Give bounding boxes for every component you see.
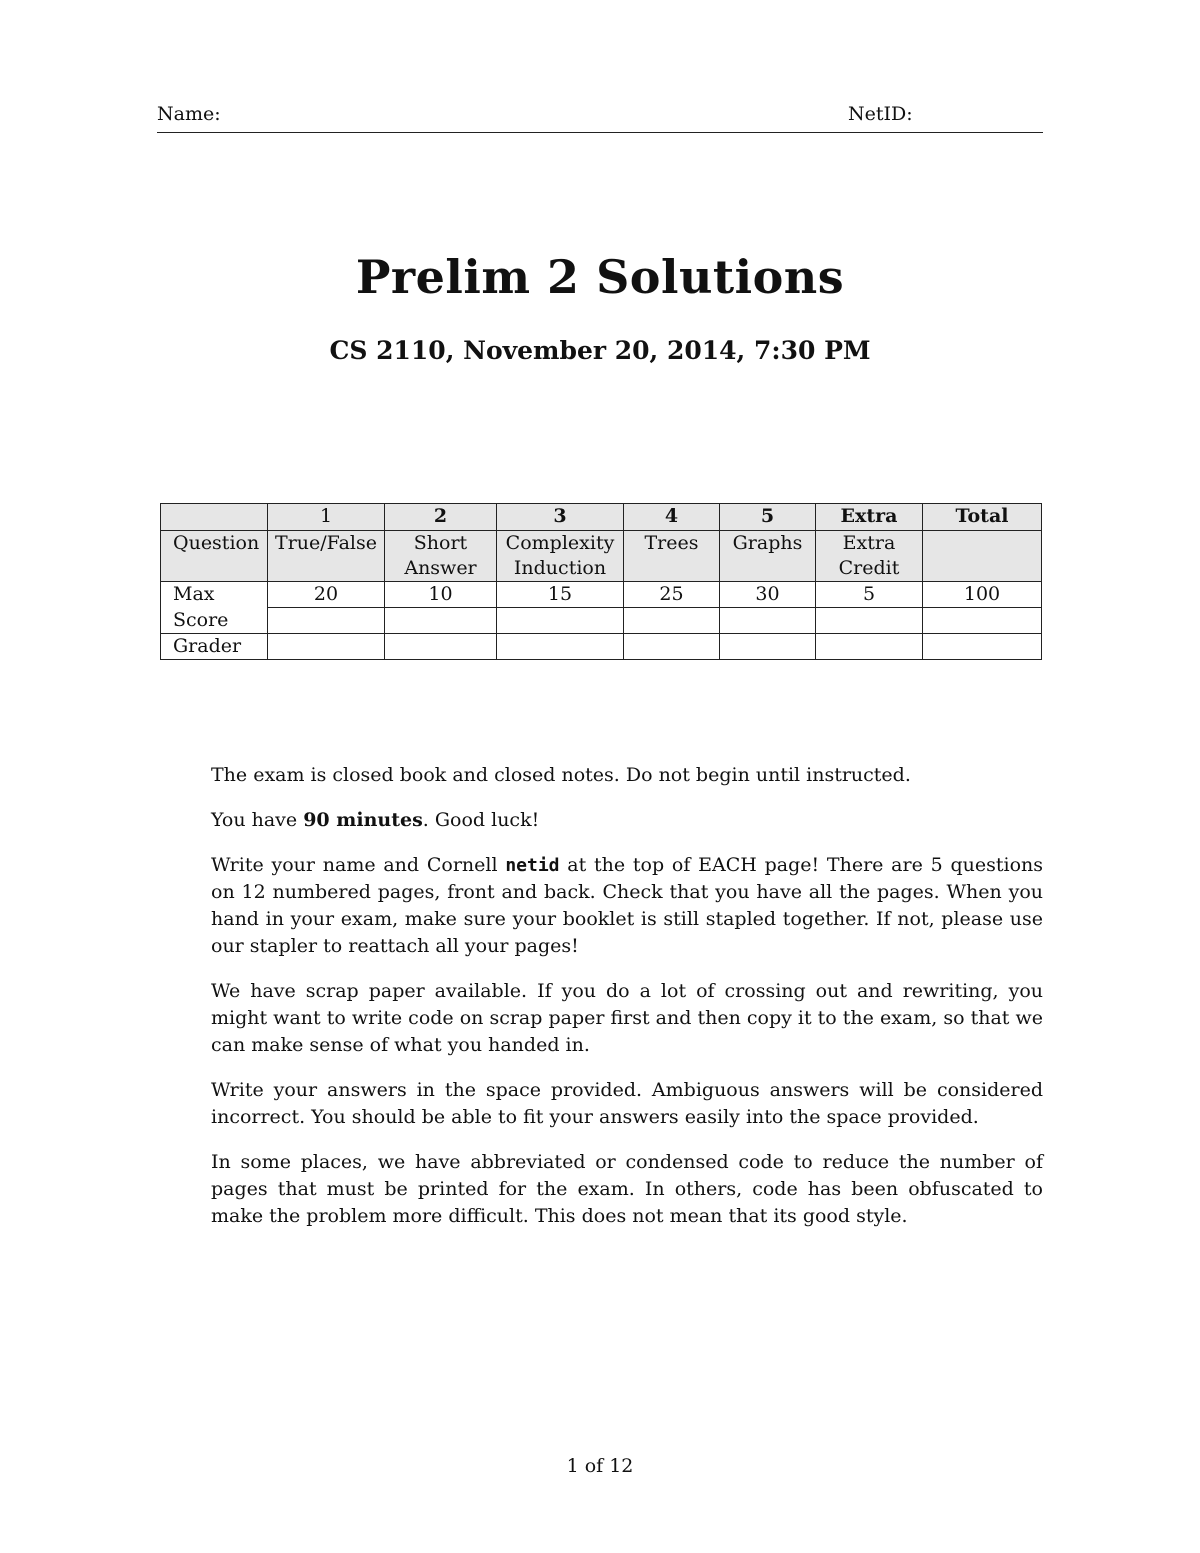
instruction-name-netid: Write your name and Cornell netid at the top of EACH page! There are 5 questions on 12 numbered pages, front and back. Check that you have all the pages. When you hand in your exam, make sure your booklet is still stapled together. If not, please use our stapler to reattach all your pages!: [211, 854, 1043, 957]
max-points-cell: 20: [268, 582, 385, 608]
instruction-closed-book: The exam is closed book and closed notes. Do not begin until instructed.: [211, 764, 911, 786]
question-number: 5: [720, 504, 816, 531]
max-row-label: Max: [161, 582, 268, 608]
netid-label: NetID:: [848, 103, 913, 125]
grader-cell[interactable]: [923, 634, 1042, 660]
instruction-time: You have 90 minutes. Good luck!: [211, 809, 540, 831]
question-number: 4: [624, 504, 720, 531]
score-cell[interactable]: [923, 608, 1042, 634]
instruction-scrap-paper: We have scrap paper available. If you do a lot of crossing out and rewriting, you might want to write code on scrap paper first and then copy it to the exam, so that we can make sense of what you handed in.: [211, 980, 1043, 1056]
question-topic: Short Answer: [385, 531, 497, 582]
grader-cell[interactable]: [816, 634, 923, 660]
question-number: Extra: [816, 504, 923, 531]
table-row-numbers: [161, 504, 1042, 531]
question-topic: Extra Credit: [816, 531, 923, 582]
max-points-cell: 10: [385, 582, 497, 608]
page-subtitle: CS 2110, November 20, 2014, 7:30 PM: [329, 336, 871, 365]
instructions: [211, 762, 1043, 1248]
score-cell[interactable]: [624, 608, 720, 634]
question-topic: Graphs: [720, 531, 816, 582]
page-number: 1 of 12: [566, 1455, 634, 1477]
max-points-cell: 5: [816, 582, 923, 608]
question-number: 2: [385, 504, 497, 531]
question-topic: Trees: [624, 531, 720, 582]
score-cell[interactable]: [385, 608, 497, 634]
score-cell[interactable]: [268, 608, 385, 634]
question-number: Total: [923, 504, 1042, 531]
max-points-cell: 15: [497, 582, 624, 608]
name-netid-header: [157, 103, 1043, 133]
question-number: 3: [497, 504, 624, 531]
grader-cell[interactable]: [385, 634, 497, 660]
table-row-max: [161, 582, 1042, 608]
instruction-answer-space: Write your answers in the space provided. Ambiguous answers will be considered incorrect. You should be able to fit your answers easily into the space provided.: [211, 1079, 1043, 1128]
table-row-topics: [161, 531, 1042, 582]
instruction-code-style: In some places, we have abbreviated or condensed code to reduce the number of pages that must be printed for the exam. In others, code has been obfuscated to make the problem more difficult. This does not mean that its good style.: [211, 1151, 1043, 1227]
score-cell[interactable]: [720, 608, 816, 634]
question-number: 1: [268, 504, 385, 531]
max-points-cell: 30: [720, 582, 816, 608]
score-cell[interactable]: [497, 608, 624, 634]
max-points-cell: 100: [923, 582, 1042, 608]
score-cell[interactable]: [816, 608, 923, 634]
question-topic: [923, 531, 1042, 582]
score-table: [160, 503, 1042, 660]
table-row-grader: [161, 634, 1042, 660]
grader-cell[interactable]: [624, 634, 720, 660]
question-topic: True/False: [268, 531, 385, 582]
score-row-label: Score: [161, 608, 268, 634]
max-points-cell: 25: [624, 582, 720, 608]
page-title: Prelim 2 Solutions: [355, 250, 845, 304]
question-row-label: Question: [161, 531, 268, 582]
question-topic: Complexity Induction: [497, 531, 624, 582]
grader-row-label: Grader: [161, 634, 268, 660]
grader-cell[interactable]: [497, 634, 624, 660]
grader-cell[interactable]: [268, 634, 385, 660]
table-row-score: [161, 608, 1042, 634]
grader-cell[interactable]: [720, 634, 816, 660]
name-label: Name:: [157, 103, 221, 125]
table-corner-cell: [161, 504, 268, 531]
